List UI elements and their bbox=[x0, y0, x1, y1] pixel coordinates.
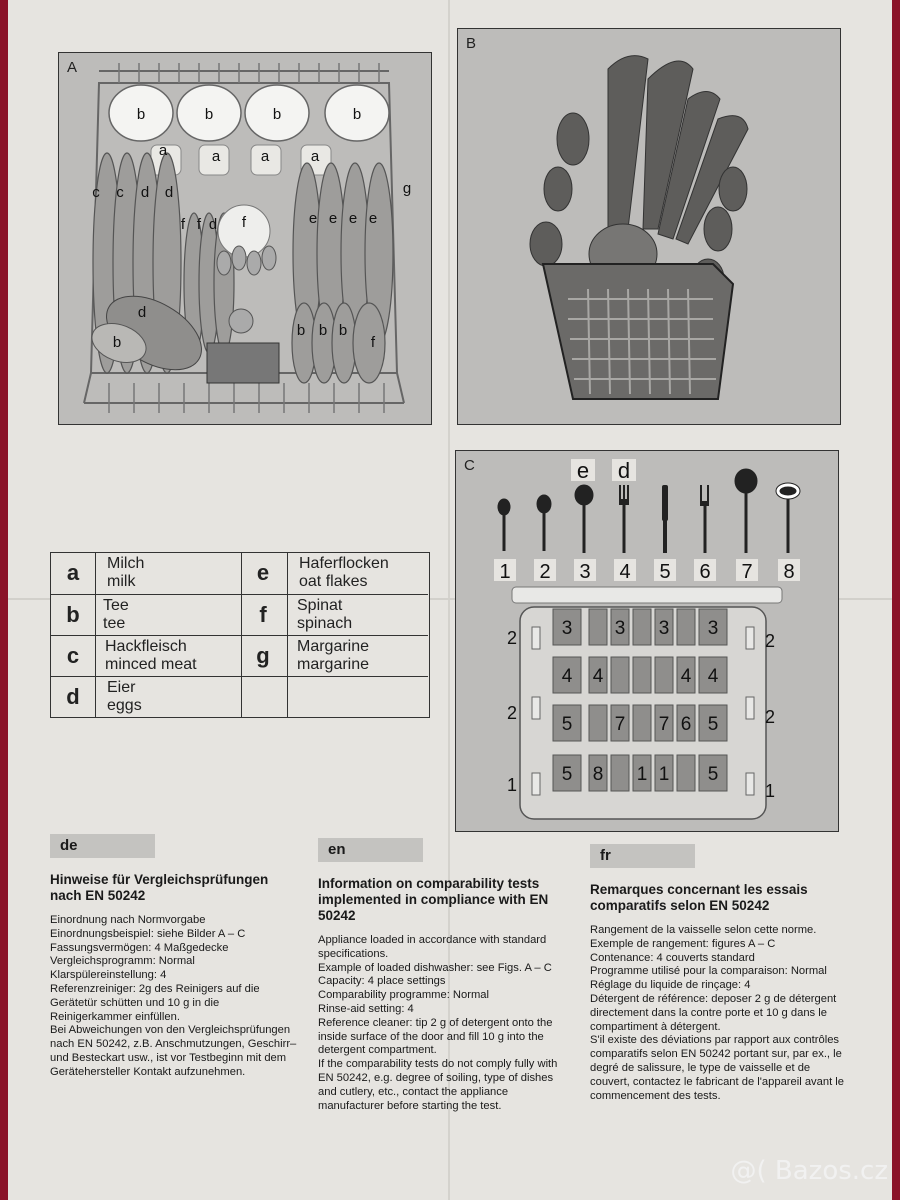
legend-de: Milch bbox=[107, 555, 145, 572]
tray-handle bbox=[512, 587, 782, 603]
legend-row bbox=[51, 635, 428, 677]
tray-slot-number: 4 bbox=[680, 666, 692, 687]
label-glass-2: a bbox=[211, 148, 221, 165]
tray-slot bbox=[589, 705, 607, 741]
tray-slot-number: 5 bbox=[561, 764, 573, 785]
legend-table bbox=[50, 552, 430, 718]
plates-right bbox=[292, 163, 393, 383]
tray-slot-number: 6 bbox=[680, 714, 692, 735]
legend-en: spinach bbox=[297, 615, 353, 632]
figure-a-letter: A bbox=[67, 59, 78, 76]
section-fr bbox=[590, 844, 848, 1103]
cutlery-number-6: 6 bbox=[699, 561, 711, 583]
label-plate-d-3: d bbox=[208, 216, 218, 233]
tray-slot-number: 5 bbox=[707, 764, 719, 785]
label-plate-d-2: d bbox=[164, 184, 174, 201]
section-de-title: Hinweise für Vergleichsprüfungen nach EN 50242 bbox=[50, 872, 269, 903]
figure-a-illustration bbox=[59, 53, 430, 423]
figure-b-cutlery-basket bbox=[457, 28, 841, 425]
side-left-2: 2 bbox=[506, 703, 518, 723]
label-cup-4: b bbox=[352, 106, 362, 123]
watermark: @( Bazos.cz bbox=[730, 1156, 888, 1186]
ladle-icon bbox=[735, 469, 757, 553]
section-de-body: Einordnung nach Normvorgabe Einordnungsbeispiel: siehe Bilder A – C Fassungsvermögen: 4 Maßgedecke Vergleichsprogramm: Normal Klarspülereinstellung: 4 Referenzreiniger: 2g des Reinigers auf die Gerätetür schütten und 10 g in die Reinigerkammer einfüllen. Bei Abweichungen von den Vergleichsprüfungen nach EN 50242, z.B. Anschmutzungen, Geschirr– und Besteckart usw., ist vor Testbeginn mit dem Gerätehersteller Kontakt aufzunehmen. bbox=[50, 914, 297, 1078]
label-bowl-b-low: b bbox=[112, 334, 122, 351]
sauce-ladle-icon bbox=[776, 483, 800, 553]
label-top-d: d bbox=[617, 458, 631, 483]
label-top-e: e bbox=[576, 458, 590, 483]
cutlery-basket-small bbox=[207, 343, 279, 383]
legend-en: tee bbox=[103, 615, 126, 632]
legend-de: Haferflocken bbox=[299, 555, 389, 572]
label-margarine-g: g bbox=[402, 180, 412, 197]
label-bowl-f: f bbox=[241, 214, 247, 231]
legend-row bbox=[51, 594, 428, 636]
tray-slot-number: 7 bbox=[614, 714, 626, 735]
tray-slot-number: 5 bbox=[707, 714, 719, 735]
label-plate-b-right-2: b bbox=[318, 322, 328, 339]
label-plate-b-right-1: b bbox=[296, 322, 306, 339]
legend-en: margarine bbox=[297, 656, 370, 673]
legend-de: Hackfleisch bbox=[105, 638, 187, 655]
figure-c-cutlery-plan bbox=[455, 450, 839, 832]
cups-row bbox=[109, 85, 389, 141]
tray-slot bbox=[633, 609, 651, 645]
legend-en: minced meat bbox=[105, 656, 197, 673]
section-en-title: Information on comparability tests implemented in compliance with EN 50242 bbox=[318, 876, 549, 923]
tab-en: en bbox=[318, 838, 423, 862]
dessert-spoon-icon bbox=[537, 495, 551, 513]
tab-de: de bbox=[50, 834, 155, 858]
side-right-2: 2 bbox=[764, 707, 776, 727]
label-plate-e-1: e bbox=[308, 210, 318, 227]
label-cup-1: b bbox=[136, 106, 146, 123]
cutlery-number-7: 7 bbox=[741, 561, 753, 583]
tray-slot-number: 7 bbox=[658, 714, 670, 735]
serving-fork-icon bbox=[700, 485, 709, 553]
section-fr-title: Remarques concernant les essais comparatifs selon EN 50242 bbox=[590, 882, 808, 913]
tray-slot-number: 3 bbox=[561, 618, 573, 639]
label-cup-3: b bbox=[272, 106, 282, 123]
side-left-1: 2 bbox=[506, 628, 518, 648]
tray-slot bbox=[589, 609, 607, 645]
tray-slot bbox=[611, 755, 629, 791]
label-plate-f-right: f bbox=[370, 334, 376, 351]
cutlery-number-8: 8 bbox=[783, 561, 795, 583]
legend-en: eggs bbox=[107, 697, 142, 714]
tab-fr: fr bbox=[590, 844, 695, 868]
label-plate-f-2: f bbox=[196, 216, 202, 233]
label-plate-d-1: d bbox=[140, 184, 150, 201]
label-plate-f-1: f bbox=[180, 216, 186, 233]
tray-slot-number: 8 bbox=[592, 764, 604, 785]
tray-slot bbox=[677, 609, 695, 645]
legend-letter: c bbox=[66, 643, 80, 668]
tray-slot bbox=[677, 755, 695, 791]
section-de bbox=[50, 834, 298, 1080]
tray-slot bbox=[633, 705, 651, 741]
tray-slot bbox=[611, 657, 629, 693]
figure-b-letter: B bbox=[466, 35, 477, 52]
label-plate-e-3: e bbox=[348, 210, 358, 227]
soup-spoon-icon bbox=[575, 485, 593, 505]
knife-icon bbox=[662, 485, 668, 553]
legend-en: milk bbox=[107, 573, 136, 590]
tray-slot-number: 4 bbox=[561, 666, 573, 687]
legend-de: Tee bbox=[103, 597, 129, 614]
legend-letter: b bbox=[66, 602, 80, 627]
cutlery-icons bbox=[498, 469, 800, 553]
label-plate-d-low: d bbox=[137, 304, 147, 321]
tray-slot-number: 1 bbox=[658, 764, 670, 785]
side-left-3: 1 bbox=[506, 775, 518, 795]
legend-letter: a bbox=[66, 560, 80, 585]
figure-a-lower-basket bbox=[58, 52, 432, 425]
tray-slot-number: 5 bbox=[561, 714, 573, 735]
tray-slot bbox=[633, 657, 651, 693]
tray-slot-number: 4 bbox=[707, 666, 719, 687]
tray-slot-number: 3 bbox=[707, 618, 719, 639]
figure-b-illustration bbox=[458, 29, 839, 423]
label-glass-1: a bbox=[158, 142, 168, 159]
tray-slot-number: 4 bbox=[592, 666, 604, 687]
cutlery-number-5: 5 bbox=[659, 561, 671, 583]
basket-body bbox=[543, 264, 733, 399]
label-plate-e-2: e bbox=[328, 210, 338, 227]
label-plate-e-4: e bbox=[368, 210, 378, 227]
fork-icon bbox=[619, 485, 629, 553]
side-right-3: 1 bbox=[764, 781, 776, 801]
section-en-body: Appliance loaded in accordance with standard specifications. Example of loaded dishwasher: see Figs. A – C Capacity: 4 place settings Comparability programme: Normal Rinse-aid setting: 4 Reference cleaner: tip 2 g of detergent onto the inside surface of the door and fill 10 g into the detergent compartment. If the comparability tests do not comply fully with EN 50242, e.g. degree of soiling, type of dishes and cutlery, etc., contact the appliance manufacturer before starting the test. bbox=[318, 934, 558, 1112]
legend-de: Margarine bbox=[297, 638, 370, 655]
label-plate-b-right-3: b bbox=[338, 322, 348, 339]
figure-c-illustration bbox=[456, 451, 837, 830]
cutlery-number-3: 3 bbox=[579, 561, 591, 583]
tray-slot-number: 3 bbox=[614, 618, 626, 639]
section-fr-body: Rangement de la vaisselle selon cette norme. Exemple de rangement: figures A – C Contenance: 4 couverts standard Programme utilisé pour la comparaison: Normal Réglage du liquide de rinçage: 4 Détergent de référence: deposer 2 g de détergent directement dans la contre porte et 10 g dans le compartiment à détergent. S'il existe des déviations par rapport aux contrôles comparatifs selon EN 50242 portant sur, par ex., le degré de salissure, le type de vaisselle et de couvert, contactez le fabricant de l'appareil avant le commencement des tests. bbox=[590, 924, 845, 1102]
legend-letter: g bbox=[256, 643, 270, 668]
figure-c-letter: C bbox=[464, 457, 475, 474]
label-cup-2: b bbox=[204, 106, 214, 123]
legend-row bbox=[51, 553, 428, 594]
legend-de: Eier bbox=[107, 679, 136, 696]
cutlery-number-2: 2 bbox=[539, 561, 551, 583]
teaspoon-icon bbox=[498, 499, 510, 515]
label-plate-c-1: c bbox=[92, 184, 100, 201]
section-en bbox=[318, 838, 570, 1113]
legend-de: Spinat bbox=[297, 597, 343, 614]
legend-letter: e bbox=[256, 560, 270, 585]
label-glass-3: a bbox=[260, 148, 270, 165]
cutlery-number-4: 4 bbox=[619, 561, 631, 583]
tray-slot-number: 3 bbox=[658, 618, 670, 639]
legend-letter: d bbox=[66, 684, 80, 709]
legend-letter: f bbox=[259, 602, 267, 627]
side-right-1: 2 bbox=[764, 631, 776, 651]
legend-en: oat flakes bbox=[299, 573, 368, 590]
legend-row bbox=[51, 676, 428, 718]
label-plate-c-2: c bbox=[116, 184, 124, 201]
tray-slot bbox=[655, 657, 673, 693]
cutlery-number-1: 1 bbox=[499, 561, 511, 583]
tray-slot-number: 1 bbox=[636, 764, 648, 785]
label-glass-4: a bbox=[310, 148, 320, 165]
